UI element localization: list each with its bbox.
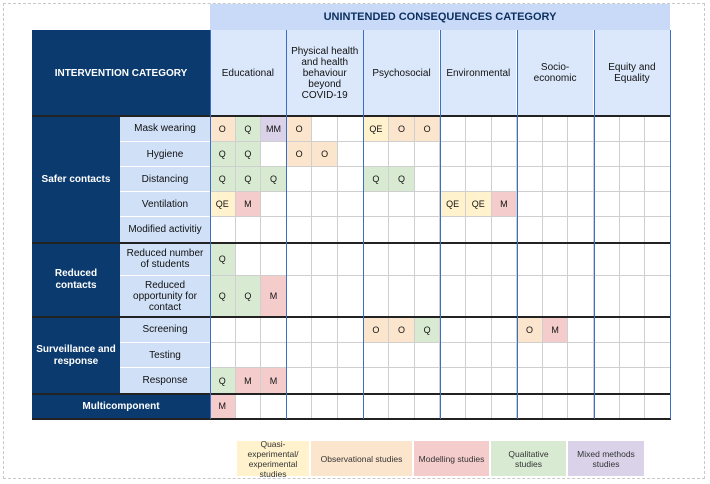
- grid-cell: [517, 368, 543, 394]
- legend-item-3: Qualitative studies: [491, 441, 566, 476]
- grid-cell: M: [236, 192, 262, 217]
- grid-cell: [466, 343, 492, 368]
- grid-cell: [389, 394, 415, 419]
- grid-cell: [620, 317, 646, 343]
- grid-cell: [645, 217, 671, 243]
- grid-cell: M: [236, 368, 262, 394]
- category-separator-line: [517, 30, 518, 419]
- grid-cell: [517, 142, 543, 167]
- grid-cell: [389, 343, 415, 368]
- grid-cell: [466, 368, 492, 394]
- group-separator-line: [32, 316, 671, 318]
- grid-cell: [312, 217, 338, 243]
- grid-cell: [440, 317, 466, 343]
- grid-cell: [287, 167, 313, 192]
- grid-cell: [492, 243, 518, 276]
- grid-cell: [517, 167, 543, 192]
- grid-cell: [620, 276, 646, 317]
- category-header-1: Physical health and health behaviour beyond COVID-19: [287, 30, 364, 116]
- grid-cell: O: [364, 317, 390, 343]
- group-2: Surveillance and response: [32, 317, 120, 394]
- legend-item-2: Modelling studies: [414, 441, 489, 476]
- grid-cell: [645, 116, 671, 142]
- grid-cell: [645, 142, 671, 167]
- grid-cell: [415, 192, 441, 217]
- grid-cell: [312, 343, 338, 368]
- grid-cell: [415, 368, 441, 394]
- grid-cell: [364, 276, 390, 317]
- grid-cell: [236, 317, 262, 343]
- grid-cell: [568, 343, 594, 368]
- grid-cell: [440, 394, 466, 419]
- grid-cell: [312, 368, 338, 394]
- grid-cell: [440, 217, 466, 243]
- grid-cell: [568, 368, 594, 394]
- category-separator-line: [286, 30, 287, 419]
- grid-cell: [338, 368, 364, 394]
- grid-cell: Q: [389, 167, 415, 192]
- grid-cell: O: [517, 317, 543, 343]
- grid-cell: [364, 343, 390, 368]
- grid-cell: [287, 368, 313, 394]
- grid-cell: [415, 167, 441, 192]
- legend-item-4: Mixed methods studies: [568, 441, 644, 476]
- grid-cell: O: [312, 142, 338, 167]
- grid-cell: [389, 243, 415, 276]
- grid-cell: Q: [210, 368, 236, 394]
- category-separator-line: [363, 30, 364, 419]
- grid-cell: [594, 343, 620, 368]
- grid-cell: [440, 243, 466, 276]
- grid-cell: [620, 343, 646, 368]
- grid-cell: [440, 343, 466, 368]
- grid-cell: Q: [236, 142, 262, 167]
- grid-cell: [312, 167, 338, 192]
- grid-cell: Q: [236, 167, 262, 192]
- group-separator-line: [32, 115, 671, 117]
- grid-cell: [338, 192, 364, 217]
- grid-cell: Q: [261, 167, 287, 192]
- grid-cell: [466, 394, 492, 419]
- grid-cell: [517, 217, 543, 243]
- grid-cell: [287, 394, 313, 419]
- grid-cell: [543, 368, 569, 394]
- grid-cell: [543, 243, 569, 276]
- grid-cell: [312, 276, 338, 317]
- grid-cell: [543, 217, 569, 243]
- grid-cell: [389, 276, 415, 317]
- grid-cell: [261, 217, 287, 243]
- grid-cell: [568, 192, 594, 217]
- group-1: Reduced contacts: [32, 243, 120, 317]
- grid-cell: [261, 142, 287, 167]
- grid-cell: [364, 394, 390, 419]
- grid-cell: [236, 343, 262, 368]
- grid-cell: [440, 276, 466, 317]
- grid-cell: Q: [236, 116, 262, 142]
- grid-cell: [568, 243, 594, 276]
- grid-cell: Q: [210, 243, 236, 276]
- grid-cell: [338, 317, 364, 343]
- grid-cell: [594, 167, 620, 192]
- group-separator-line: [32, 393, 671, 395]
- grid-cell: [261, 343, 287, 368]
- grid-cell: [620, 142, 646, 167]
- grid-cell: [645, 317, 671, 343]
- grid-cell: [312, 243, 338, 276]
- grid-cell: [312, 116, 338, 142]
- grid-cell: [364, 243, 390, 276]
- grid-cell: [594, 116, 620, 142]
- grid-cell: [364, 368, 390, 394]
- grid-cell: Q: [210, 167, 236, 192]
- grid-cell: [517, 394, 543, 419]
- grid-cell: M: [492, 192, 518, 217]
- unintended-consequences-header: UNINTENDED CONSEQUENCES CATEGORY: [210, 4, 670, 30]
- grid-cell: [389, 142, 415, 167]
- grid-cell: [543, 394, 569, 419]
- grid-cell: M: [261, 368, 287, 394]
- grid-cell: [287, 343, 313, 368]
- grid-cell: O: [287, 142, 313, 167]
- grid-cell: [338, 343, 364, 368]
- grid-cell: [517, 343, 543, 368]
- grid-cell: [287, 243, 313, 276]
- grid-cell: [440, 368, 466, 394]
- grid-cell: [287, 192, 313, 217]
- grid-cell: [261, 394, 287, 419]
- grid-cell: Q: [236, 276, 262, 317]
- grid-cell: [466, 116, 492, 142]
- group-3: Multicomponent: [32, 394, 210, 419]
- subcategory-label-0: Mask wearing: [120, 116, 210, 142]
- grid-cell: [543, 167, 569, 192]
- grid-cell: [210, 317, 236, 343]
- group-separator-line: [32, 418, 671, 420]
- grid-cell: [594, 276, 620, 317]
- category-separator-line: [594, 30, 595, 419]
- grid-cell: [492, 276, 518, 317]
- grid-cell: [466, 243, 492, 276]
- grid-cell: [645, 192, 671, 217]
- grid-cell: [492, 317, 518, 343]
- grid-cell: [287, 217, 313, 243]
- intervention-category-header: INTERVENTION CATEGORY: [32, 30, 210, 116]
- grid-cell: [568, 276, 594, 317]
- grid-cell: M: [261, 276, 287, 317]
- grid-cell: O: [415, 116, 441, 142]
- grid-cell: [645, 276, 671, 317]
- grid-cell: [568, 167, 594, 192]
- grid-cell: [312, 394, 338, 419]
- grid-cell: [466, 217, 492, 243]
- category-header-4: Socio-economic: [517, 30, 594, 116]
- grid-cell: [338, 116, 364, 142]
- subcategory-label-9: Response: [120, 368, 210, 394]
- grid-cell: [492, 116, 518, 142]
- grid-cell: O: [210, 116, 236, 142]
- grid-cell: [594, 317, 620, 343]
- grid-cell: [543, 116, 569, 142]
- category-separator-line: [210, 30, 211, 419]
- grid-cell: [338, 217, 364, 243]
- grid-cell: Q: [364, 167, 390, 192]
- grid-cell: [236, 243, 262, 276]
- grid-cell: [338, 142, 364, 167]
- grid-cell: [620, 192, 646, 217]
- grid-cell: [389, 368, 415, 394]
- grid-cell: [645, 343, 671, 368]
- grid-cell: [645, 394, 671, 419]
- grid-cell: [210, 217, 236, 243]
- category-header-0: Educational: [210, 30, 287, 116]
- grid-cell: QE: [210, 192, 236, 217]
- grid-cell: [517, 276, 543, 317]
- grid-cell: [543, 343, 569, 368]
- grid-cell: [568, 116, 594, 142]
- grid-cell: [492, 394, 518, 419]
- grid-cell: [492, 217, 518, 243]
- grid-cell: [440, 167, 466, 192]
- grid-cell: [466, 276, 492, 317]
- grid-cell: [594, 142, 620, 167]
- grid-cell: [568, 317, 594, 343]
- grid-cell: [236, 394, 262, 419]
- grid-cell: [568, 142, 594, 167]
- grid-cell: [594, 192, 620, 217]
- grid-cell: [312, 192, 338, 217]
- grid-cell: QE: [466, 192, 492, 217]
- grid-cell: [620, 243, 646, 276]
- subcategory-label-2: Distancing: [120, 167, 210, 192]
- category-separator-line: [440, 30, 441, 419]
- grid-cell: M: [543, 317, 569, 343]
- grid-cell: [466, 317, 492, 343]
- grid-cell: [415, 217, 441, 243]
- subcategory-label-7: Screening: [120, 317, 210, 343]
- grid-cell: [210, 343, 236, 368]
- grid-cell: [389, 192, 415, 217]
- grid-cell: [645, 167, 671, 192]
- grid-cell: [492, 368, 518, 394]
- subcategory-label-3: Ventilation: [120, 192, 210, 217]
- grid-cell: [338, 394, 364, 419]
- grid-cell: O: [287, 116, 313, 142]
- grid-cell: O: [389, 317, 415, 343]
- grid-cell: [338, 276, 364, 317]
- grid-cell: [594, 394, 620, 419]
- category-header-3: Environmental: [440, 30, 517, 116]
- grid-cell: [261, 192, 287, 217]
- grid-cell: [466, 142, 492, 167]
- grid-cell: [415, 394, 441, 419]
- grid-cell: [415, 343, 441, 368]
- subcategory-label-8: Testing: [120, 343, 210, 368]
- grid-cell: [415, 243, 441, 276]
- grid-cell: [415, 276, 441, 317]
- grid-cell: [620, 116, 646, 142]
- grid-cell: [543, 192, 569, 217]
- grid-cell: [364, 192, 390, 217]
- subcategory-label-5: Reduced number of students: [120, 243, 210, 276]
- grid-cell: [261, 243, 287, 276]
- grid-cell: [236, 217, 262, 243]
- grid-cell: [568, 394, 594, 419]
- grid-cell: [312, 317, 338, 343]
- grid-cell: [517, 192, 543, 217]
- grid-cell: [364, 142, 390, 167]
- grid-cell: [338, 243, 364, 276]
- group-0: Safer contacts: [32, 116, 120, 243]
- category-separator-line: [670, 30, 671, 419]
- grid-cell: [594, 368, 620, 394]
- grid-cell: Q: [415, 317, 441, 343]
- grid-cell: [287, 276, 313, 317]
- grid-cell: M: [210, 394, 236, 419]
- grid-cell: [620, 217, 646, 243]
- subcategory-label-4: Modified activitiy: [120, 217, 210, 243]
- grid-cell: [466, 167, 492, 192]
- legend-item-1: Observational studies: [311, 441, 412, 476]
- grid-cell: Q: [210, 276, 236, 317]
- grid-cell: [415, 142, 441, 167]
- subcategory-label-1: Hygiene: [120, 142, 210, 167]
- grid-cell: [287, 317, 313, 343]
- grid-cell: [440, 142, 466, 167]
- group-separator-line: [32, 242, 671, 244]
- grid-cell: [364, 217, 390, 243]
- category-header-5: Equity and Equality: [594, 30, 671, 116]
- grid-cell: [543, 276, 569, 317]
- grid-cell: [492, 167, 518, 192]
- grid-cell: [492, 142, 518, 167]
- grid-cell: [261, 317, 287, 343]
- grid-cell: [568, 217, 594, 243]
- grid-cell: [338, 167, 364, 192]
- grid-cell: [492, 343, 518, 368]
- grid-cell: [620, 167, 646, 192]
- subcategory-label-6: Reduced opportunity for contact: [120, 276, 210, 317]
- grid-cell: QE: [440, 192, 466, 217]
- grid-cell: [389, 217, 415, 243]
- grid-cell: [543, 142, 569, 167]
- grid-cell: [645, 243, 671, 276]
- grid-cell: [594, 243, 620, 276]
- grid-cell: [440, 116, 466, 142]
- grid-cell: [620, 368, 646, 394]
- grid-cell: Q: [210, 142, 236, 167]
- category-header-2: Psychosocial: [364, 30, 441, 116]
- grid-cell: [517, 116, 543, 142]
- grid-cell: [517, 243, 543, 276]
- grid-cell: MM: [261, 116, 287, 142]
- grid-cell: [594, 217, 620, 243]
- grid-cell: O: [389, 116, 415, 142]
- grid-cell: QE: [364, 116, 390, 142]
- legend-item-0: Quasi-experimental/ experimental studies: [237, 441, 309, 476]
- grid-cell: [645, 368, 671, 394]
- grid-cell: [620, 394, 646, 419]
